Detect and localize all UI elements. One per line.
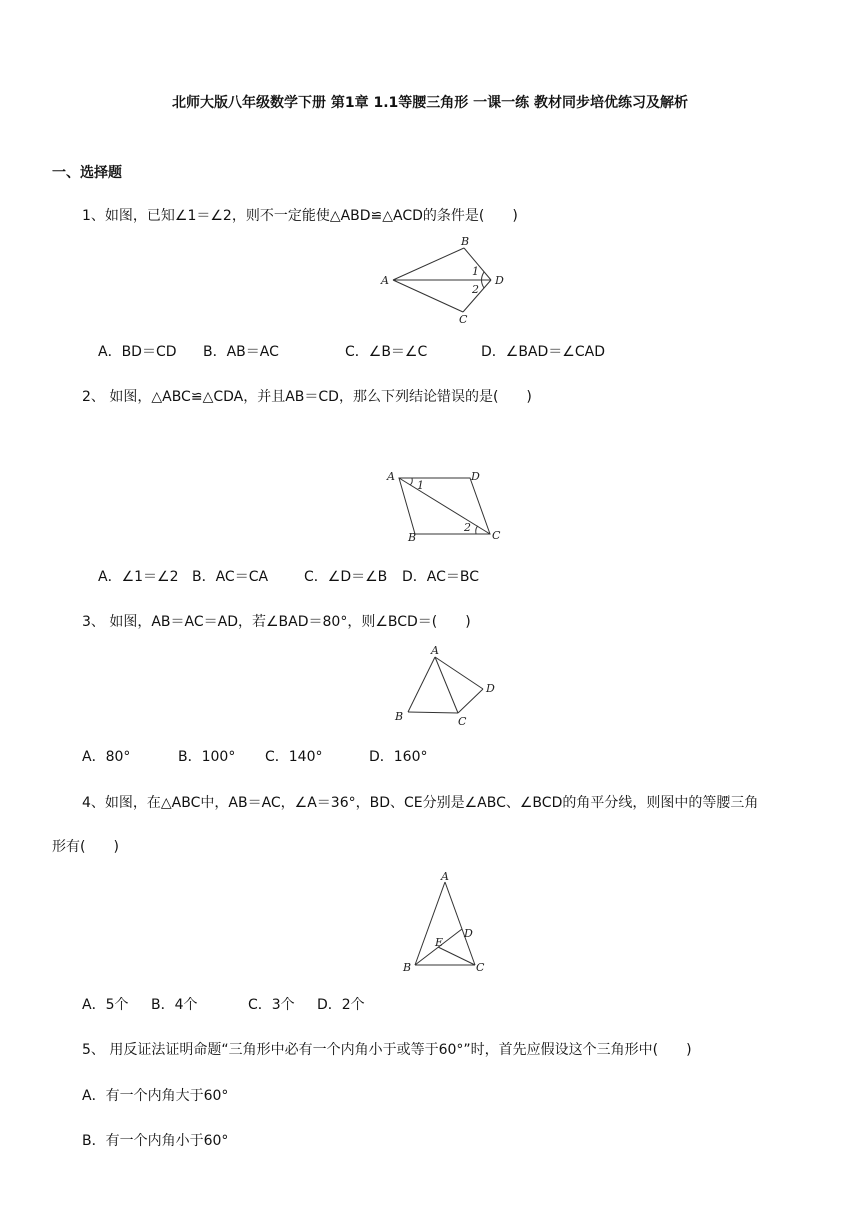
q4-segment-ab: [415, 882, 445, 965]
q4-label-e: E: [435, 936, 444, 949]
q2-option-b: B．AC＝CA: [192, 569, 269, 585]
q1-label-angle1: 1: [472, 265, 479, 278]
q3-option-d: D．160°: [369, 749, 428, 765]
question-2-stem: 2、 如图，△ABC≌△CDA，并且AB＝CD，那么下列结论错误的是( ): [82, 389, 532, 405]
q4-option-c: C．3个: [248, 997, 295, 1013]
q2-label-b: B: [408, 531, 417, 544]
q1-option-c: C．∠B＝∠C: [345, 344, 428, 360]
q2-option-d: D．AC＝BC: [402, 569, 480, 585]
q3-option-c: C．140°: [265, 749, 323, 765]
q1-label-d: D: [495, 274, 504, 287]
question-4-stem-line1: 4、如图，在△ABC中，AB＝AC，∠A＝36°，BD、CE分别是∠ABC、∠BCD的角平分线，则图中的等腰三角: [82, 795, 759, 811]
q3-segment-ad: [435, 657, 483, 689]
q1-label-c: C: [459, 313, 468, 326]
q4-option-d: D．2个: [317, 997, 365, 1013]
q4-option-b: B．4个: [151, 997, 198, 1013]
section-heading: 一、选择题: [52, 165, 122, 181]
q5-option-a: A．有一个内角大于60°: [82, 1088, 229, 1104]
q3-label-b: B: [395, 710, 404, 723]
q2-label-d: D: [471, 470, 480, 483]
q2-option-c: C．∠D＝∠B: [304, 569, 388, 585]
question-4-figure: [400, 868, 494, 976]
q3-segment-bc: [408, 712, 458, 713]
q4-label-a: A: [441, 870, 449, 883]
q1-label-a: A: [381, 274, 389, 287]
q2-angle1-arc: [410, 478, 412, 485]
q4-label-b: B: [403, 961, 412, 974]
q2-label-c: C: [492, 529, 501, 542]
q4-option-a: A．5个: [82, 997, 129, 1013]
question-3-stem: 3、 如图，AB＝AC＝AD，若∠BAD＝80°，则∠BCD＝( ): [82, 614, 471, 630]
q1-segment-ab: [393, 248, 464, 280]
question-1-figure: [378, 234, 510, 326]
q2-label-angle1: 1: [417, 479, 424, 492]
q2-label-angle2: 2: [464, 521, 471, 534]
q3-option-b: B．100°: [178, 749, 236, 765]
q2-angle2-arc: [476, 526, 478, 534]
q3-label-d: D: [486, 682, 495, 695]
q3-segment-ac: [435, 657, 458, 713]
q3-label-a: A: [431, 644, 439, 657]
document-title: 北师大版八年级数学下册 第1章 1.1等腰三角形 一课一练 教材同步培优练习及解析: [171, 95, 689, 111]
q4-label-d: D: [464, 927, 473, 940]
q3-segment-cd: [458, 689, 483, 713]
q3-segment-ab: [408, 657, 435, 712]
question-4-stem-line2: 形有( ): [52, 839, 119, 855]
q1-segment-ac: [393, 280, 463, 312]
q3-option-a: A．80°: [82, 749, 131, 765]
q1-label-angle2: 2: [472, 283, 479, 296]
question-1-stem: 1、如图，已知∠1＝∠2，则不一定能使△ABD≌△ACD的条件是( ): [82, 208, 518, 224]
question-2-figure: [384, 467, 508, 545]
q2-option-a: A．∠1＝∠2: [98, 569, 179, 585]
q1-label-b: B: [461, 235, 470, 248]
q4-label-c: C: [476, 961, 485, 974]
q1-option-b: B．AB＝AC: [203, 344, 279, 360]
q1-option-d: D．∠BAD＝∠CAD: [481, 344, 605, 360]
q1-option-a: A．BD＝CD: [98, 344, 177, 360]
question-3-figure: [392, 644, 500, 730]
q3-label-c: C: [458, 715, 467, 728]
q5-option-b: B．有一个内角小于60°: [82, 1133, 229, 1149]
q2-label-a: A: [387, 470, 395, 483]
question-5-stem: 5、 用反证法证明命题“三角形中必有一个内角小于或等于60°”时，首先应假设这个三角形中( ): [82, 1042, 692, 1058]
